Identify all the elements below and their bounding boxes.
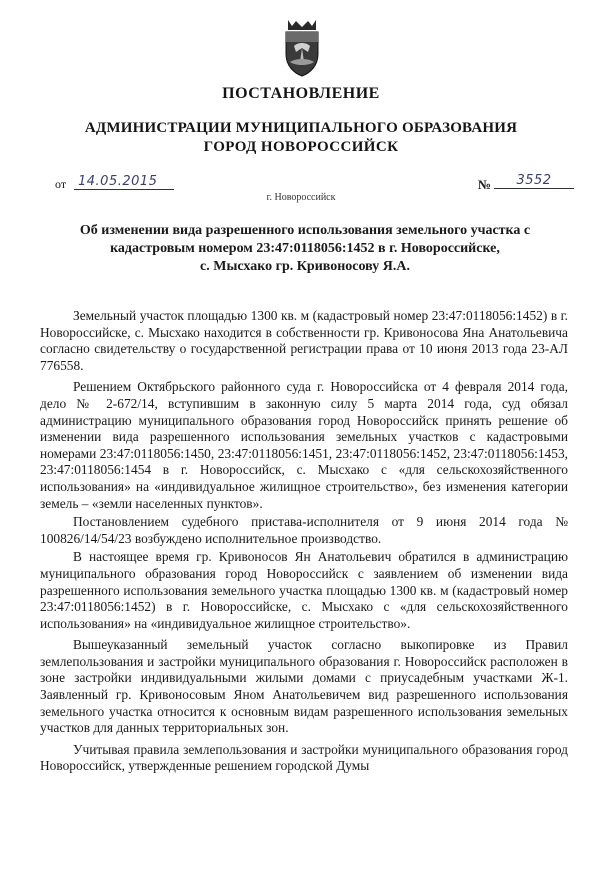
document-body [40, 308, 568, 780]
paragraph: Учитывая правила землепользования и застройки муниципального образования город Новороссийск, утвержденные решением городской Думы [40, 741, 568, 774]
issuer-line-1: АДМИНИСТРАЦИИ МУНИЦИПАЛЬНОГО ОБРАЗОВАНИЯ [84, 120, 518, 136]
subject-line: с. Мысхако гр. Кривоносову Я.А. [200, 259, 410, 274]
paragraph: Постановлением судебного пристава-исполнителя от 9 июня 2014 года № 100826/14/54/23 возбуждено исполнительное производство. [40, 514, 568, 546]
document-title: ПОСТАНОВЛЕНИЕ [222, 85, 380, 102]
paragraph: Земельный участок площадью 1300 кв. м (кадастровый номер 23:47:0118056:1452) в г. Новороссийске, с. Мысхако находится в собственности гр. Кривоносова Яна Анатольевича согласно свидетельству о государственной регистрации права от 10 июня 2013 года 23-АЛ 776558. [40, 308, 568, 373]
subject-heading [40, 222, 570, 276]
subject-line: кадастровым номером 23:47:0118056:1452 в г. Новороссийске, [110, 241, 500, 256]
date-handwritten: 14.05.2015 [74, 174, 174, 190]
paragraph: Вышеуказанный земельный участок согласно выкопировке из Правил землепользования и застройки муниципального образования г. Новороссийск расположен в зоне застройки индивидуальными жилыми домами с приусадебным участками Ж-1. Заявленный гр. Кривоносовым Яном Анатольевичем вид разрешенного использования земельного участка относится к основным видам разрешенного использования земельных участков для данных территориальных зон. [40, 637, 568, 736]
date-label: от [55, 177, 67, 191]
paragraph: Решением Октябрьского районного суда г. Новороссийска от 4 февраля 2014 года, дело № 2-672/14, вступившим в законную силу 5 марта 2014 года, суд обязал администрацию муниципального образования город Новороссийск принять решение об изменении вида разрешенного использования земельных участков с кадастровыми номерами 23:47:0118056:1450, 23:47:0118056:1451, 23:47:0118056:1452, 23:47:0118056:1453, 23:47:0118056:1454 в г. Новороссийск, с. Мысхако с «для сельскохозяйственного использования» на «индивидуальное жилищное строительство», без изменения категории земель – «земли населенных пунктов». [40, 379, 568, 511]
coat-of-arms-emblem [282, 18, 322, 78]
subject-line: Об изменении вида разрешенного использования земельного участка с [79, 223, 531, 238]
issuer-line-2: ГОРОД НОВОРОССИЙСК [203, 139, 399, 155]
number-label: № [478, 177, 492, 192]
city-label: г. Новороссийск [266, 192, 336, 203]
paragraph: В настоящее время гр. Кривоносов Ян Анатольевич обратился в администрацию муниципального образования город Новороссийск с заявлением об изменении вида разрешенного использования земельного участка площадью 1300 кв. м (кадастровый номер 23:47:0118056:1452) в г. Новороссийске, с. Мысхако с «для сельскохозяйственного использования» на «индивидуальное жилищное строительство». [40, 549, 568, 631]
number-handwritten: 3552 [494, 173, 574, 189]
